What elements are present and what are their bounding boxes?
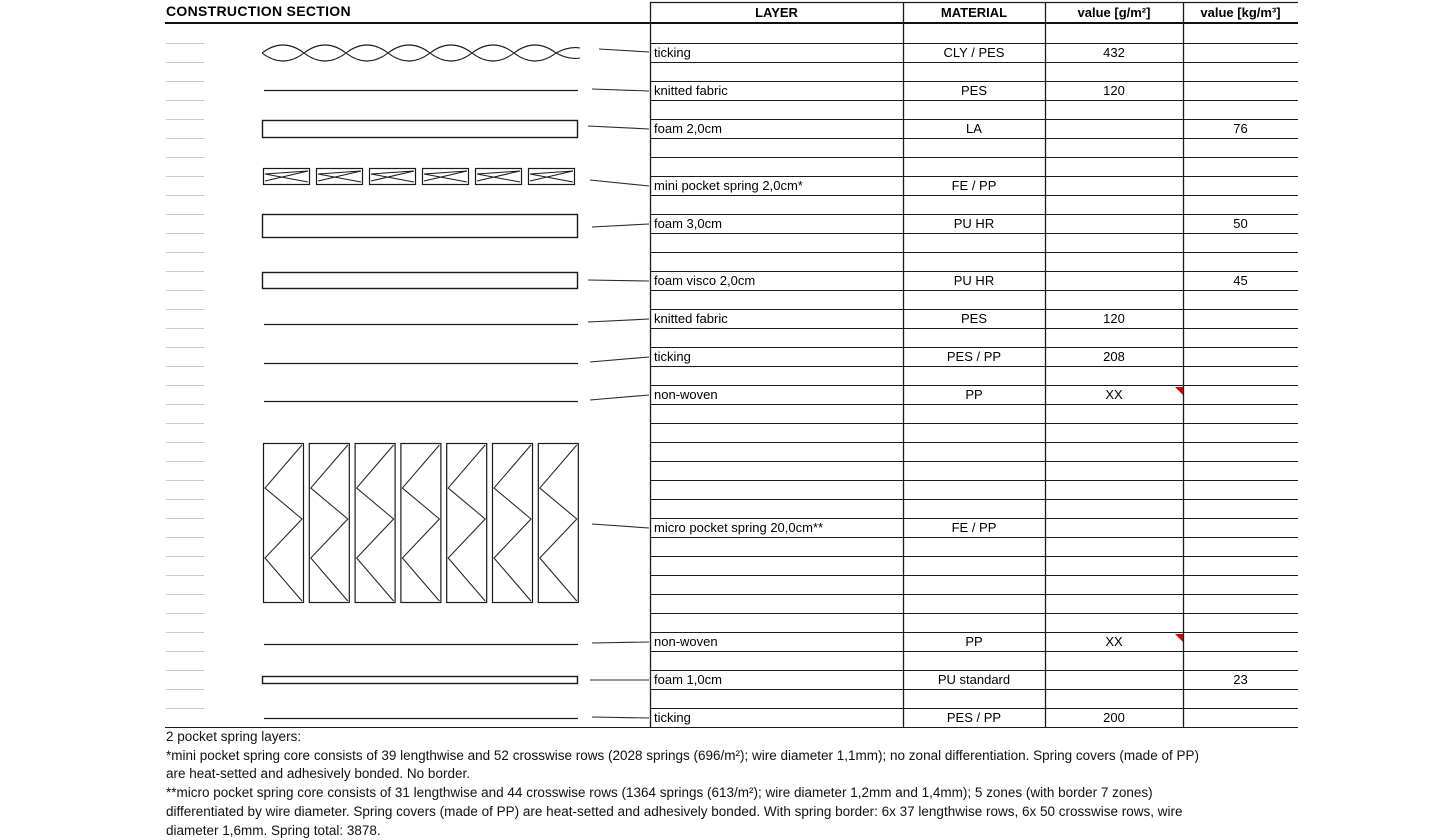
table-row xyxy=(650,708,1298,727)
footnote-line: **micro pocket spring core consists of 31 lengthwise and 44 crosswise rows (1364 springs (613/m²); wire diameter 1,2mm and 1,4mm); 5 zones (with border 7 zones) xyxy=(166,785,1153,801)
value-gm2-cell: 200 xyxy=(1103,710,1125,725)
material-cell: PES xyxy=(960,311,987,326)
layer-cell: ticking xyxy=(654,45,691,60)
table-row xyxy=(650,670,1298,689)
layer-cell: foam 3,0cm xyxy=(654,216,722,231)
value-gm2-cell: 208 xyxy=(1103,349,1125,364)
leader-line xyxy=(592,524,649,528)
material-cell: CLY / PES xyxy=(943,45,1005,60)
leader-line xyxy=(588,319,649,322)
table-row xyxy=(650,271,1298,290)
layer-drawing-ticking-top xyxy=(262,45,580,61)
micro-spring-coil xyxy=(540,445,577,601)
table-row xyxy=(650,176,1298,195)
value-gm2-cell xyxy=(1045,176,1183,195)
layer-cell: ticking xyxy=(654,349,691,364)
value-kgm3-cell xyxy=(1183,176,1298,195)
value-kgm3-cell: 50 xyxy=(1233,216,1248,231)
material-cell: PES xyxy=(960,83,987,98)
material-cell: PP xyxy=(965,634,983,649)
leader-line xyxy=(599,49,649,52)
value-kgm3-cell: 76 xyxy=(1233,121,1248,136)
leader-line xyxy=(590,357,649,362)
value-gm2-cell xyxy=(1045,119,1183,138)
layer-cell: mini pocket spring 2,0cm* xyxy=(654,178,803,193)
value-gm2-cell xyxy=(1045,214,1183,233)
footnote xyxy=(166,728,1199,840)
value-kgm3-cell xyxy=(1183,708,1298,727)
value-gm2-cell: 120 xyxy=(1103,311,1125,326)
table-row xyxy=(650,43,1298,62)
leader-line xyxy=(590,180,649,186)
column-header-value-gm2: value [g/m²] xyxy=(1077,5,1151,20)
leader-line xyxy=(588,126,649,129)
value-kgm3-cell xyxy=(1183,43,1298,62)
material-cell: PU HR xyxy=(953,273,995,288)
column-header-layer: LAYER xyxy=(755,5,798,20)
material-cell: FE / PP xyxy=(951,178,997,193)
layer-drawing-foam-3cm xyxy=(263,215,578,238)
table-row xyxy=(650,347,1298,366)
layer-cell: ticking xyxy=(654,710,691,725)
table-row xyxy=(650,214,1298,233)
material-cell: PES / PP xyxy=(946,710,1002,725)
value-kgm3-cell xyxy=(1183,309,1298,328)
comment-indicator-icon[interactable] xyxy=(1175,387,1183,395)
footnote-line: *mini pocket spring core consists of 39 lengthwise and 52 crosswise rows (2028 springs (696/m²); wire diameter 1,1mm); no zonal differentiation. Spring covers (made of PP) xyxy=(166,747,1199,763)
material-cell: FE / PP xyxy=(951,520,997,535)
mini-spring-coil xyxy=(424,171,467,182)
leader-line xyxy=(588,280,649,281)
value-kgm3-cell xyxy=(1183,385,1298,404)
material-cell: LA xyxy=(966,121,982,136)
value-kgm3-cell xyxy=(1183,81,1298,100)
layer-drawing-foam-1cm xyxy=(263,677,578,684)
value-kgm3-cell xyxy=(1183,632,1298,651)
material-cell: PU HR xyxy=(953,216,995,231)
micro-spring-coil xyxy=(448,445,485,601)
mini-spring-coil xyxy=(371,171,414,182)
table-row xyxy=(650,632,1298,651)
table-row xyxy=(650,81,1298,100)
value-kgm3-cell: 23 xyxy=(1233,672,1248,687)
layer-cell: micro pocket spring 20,0cm** xyxy=(654,520,824,535)
value-gm2-cell: 120 xyxy=(1103,83,1125,98)
layer-cell: knitted fabric xyxy=(654,83,728,98)
column-header-material: MATERIAL xyxy=(940,5,1008,20)
value-kgm3-cell: 45 xyxy=(1233,273,1248,288)
footnote-line: 2 pocket spring layers: xyxy=(166,729,302,744)
micro-spring-coil xyxy=(357,445,394,601)
leader-line xyxy=(592,89,649,91)
value-gm2-cell: XX xyxy=(1105,634,1123,649)
layer-cell: foam 2,0cm xyxy=(654,121,722,136)
layer-drawing-mini-pocket-springs xyxy=(264,169,575,185)
footnote-line: diameter 1,6mm. Spring total: 3878. xyxy=(166,822,381,838)
layer-cell: foam 1,0cm xyxy=(654,672,722,687)
value-kgm3-cell xyxy=(1183,518,1298,537)
micro-spring-coil xyxy=(402,445,439,601)
value-gm2-cell: 432 xyxy=(1103,45,1125,60)
leader-line xyxy=(592,642,649,643)
mini-spring-coil xyxy=(530,171,573,182)
layer-drawing-foam-visco-2cm xyxy=(263,273,578,289)
value-kgm3-cell xyxy=(1183,347,1298,366)
table-row xyxy=(650,309,1298,328)
table-row xyxy=(650,385,1298,404)
table-row xyxy=(650,518,1298,537)
value-gm2-cell: XX xyxy=(1105,387,1123,402)
layer-cell: foam visco 2,0cm xyxy=(654,273,756,288)
table-row xyxy=(650,119,1298,138)
leader-line xyxy=(592,224,649,227)
layer-drawing-micro-pocket-springs xyxy=(264,444,579,603)
column-header-value-kgm3: value [kg/m³] xyxy=(1200,5,1281,20)
value-gm2-cell xyxy=(1045,670,1183,689)
leader-lines xyxy=(588,49,649,718)
material-cell: PES / PP xyxy=(946,349,1002,364)
comment-indicator-icon[interactable] xyxy=(1175,634,1183,642)
page-title: CONSTRUCTION SECTION xyxy=(166,3,351,19)
layer-drawing-foam-2cm xyxy=(263,121,578,138)
mini-spring-coil xyxy=(318,171,361,182)
layer-cell: knitted fabric xyxy=(654,311,728,326)
mini-spring-coil xyxy=(477,171,520,182)
layer-cell: non-woven xyxy=(654,634,718,649)
mini-spring-coil xyxy=(265,171,308,182)
leader-line xyxy=(590,395,649,400)
value-gm2-cell xyxy=(1045,271,1183,290)
micro-spring-coil xyxy=(265,445,302,601)
layer-cell: non-woven xyxy=(654,387,718,402)
micro-spring-coil xyxy=(494,445,531,601)
footnote-line: differentiated by wire diameter. Spring covers (made of PP) are heat-setted and adhesively bonded. With spring border: 6x 37 lengthwise rows, 6x 50 crosswise rows, wire xyxy=(166,803,1183,819)
value-gm2-cell xyxy=(1045,518,1183,537)
micro-spring-coil xyxy=(311,445,348,601)
material-cell: PP xyxy=(965,387,983,402)
material-cell: PU standard xyxy=(937,672,1011,687)
footnote-line: are heat-setted and adhesively bonded. No border. xyxy=(166,766,470,782)
leader-line xyxy=(592,717,649,718)
